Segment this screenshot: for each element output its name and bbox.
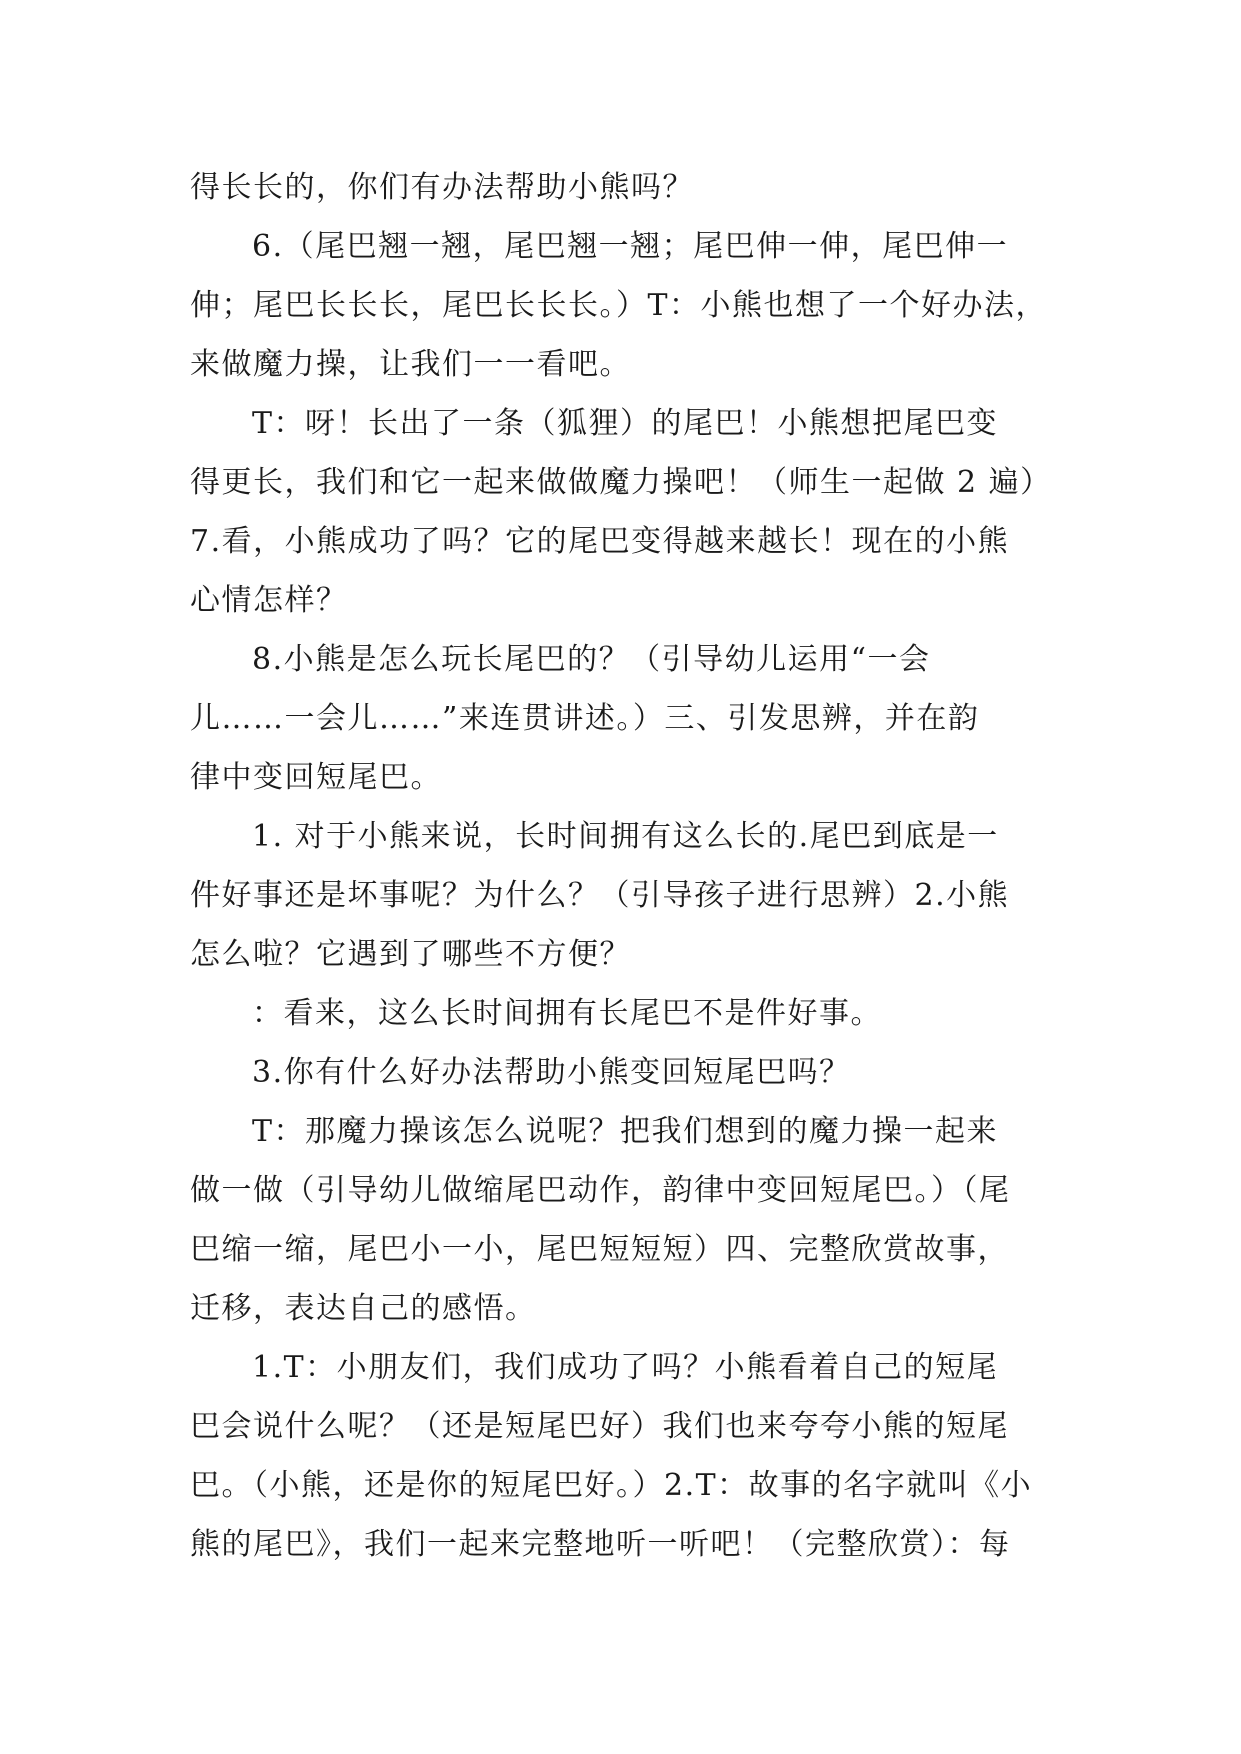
- text-line: 8.小熊是怎么玩长尾巴的？（引导幼儿运用“一会: [252, 642, 931, 677]
- text-line: 件好事还是坏事呢？为什么？（引导孩子进行思辨）2.小熊: [190, 878, 1010, 913]
- text-line: 1. 对于小熊来说，长时间拥有这么长的.尾巴到底是一: [252, 819, 999, 854]
- text-line: T：呀！长出了一条（狐狸）的尾巴！小熊想把尾巴变: [252, 406, 999, 441]
- text-line: 怎么啦？它遇到了哪些不方便？: [190, 937, 631, 972]
- text-line: 伸；尾巴长长长，尾巴长长长。）T：小熊也想了一个好办法，: [190, 288, 1048, 323]
- document-body: [190, 158, 1050, 1574]
- text-line: 得长长的，你们有办法帮助小熊吗？: [190, 170, 694, 205]
- text-line: 儿……一会儿……”来连贯讲述。）三、引发思辨，并在韵: [190, 701, 980, 736]
- text-line: 得更长，我们和它一起来做做魔力操吧！（师生一起做 2 遍）: [190, 465, 1052, 500]
- text-line: 来做魔力操，让我们一一看吧。: [190, 347, 631, 382]
- text-line: 心情怎样？: [190, 583, 348, 618]
- text-line: 律中变回短尾巴。: [190, 760, 442, 795]
- text-line: 1.T：小朋友们，我们成功了吗？小熊看着自己的短尾: [252, 1350, 999, 1385]
- text-line: 熊的尾巴》，我们一起来完整地听一听吧！（完整欣赏）：每: [190, 1527, 1011, 1562]
- text-line: 做一做（引导幼儿做缩尾巴动作，韵律中变回短尾巴。）（尾: [190, 1173, 1011, 1208]
- text-line: 7.看，小熊成功了吗？它的尾巴变得越来越长！现在的小熊: [190, 524, 1010, 559]
- text-line: 巴会说什么呢？（还是短尾巴好）我们也来夸夸小熊的短尾: [190, 1409, 1009, 1444]
- text-line: T：那魔力操该怎么说呢？把我们想到的魔力操一起来: [252, 1114, 999, 1149]
- text-line: 巴。（小熊，还是你的短尾巴好。）2.T：故事的名字就叫《小: [190, 1468, 1033, 1503]
- text-line: 6.（尾巴翘一翘，尾巴翘一翘；尾巴伸一伸，尾巴伸一: [252, 229, 1009, 264]
- text-line: 巴缩一缩，尾巴小一小，尾巴短短短）四、完整欣赏故事，: [190, 1232, 1009, 1267]
- text-line: 3.你有什么好办法帮助小熊变回短尾巴吗？: [252, 1055, 851, 1090]
- text-line: ：看来，这么长时间拥有长尾巴不是件好事。: [252, 996, 882, 1031]
- text-line: 迁移，表达自己的感悟。: [190, 1291, 537, 1326]
